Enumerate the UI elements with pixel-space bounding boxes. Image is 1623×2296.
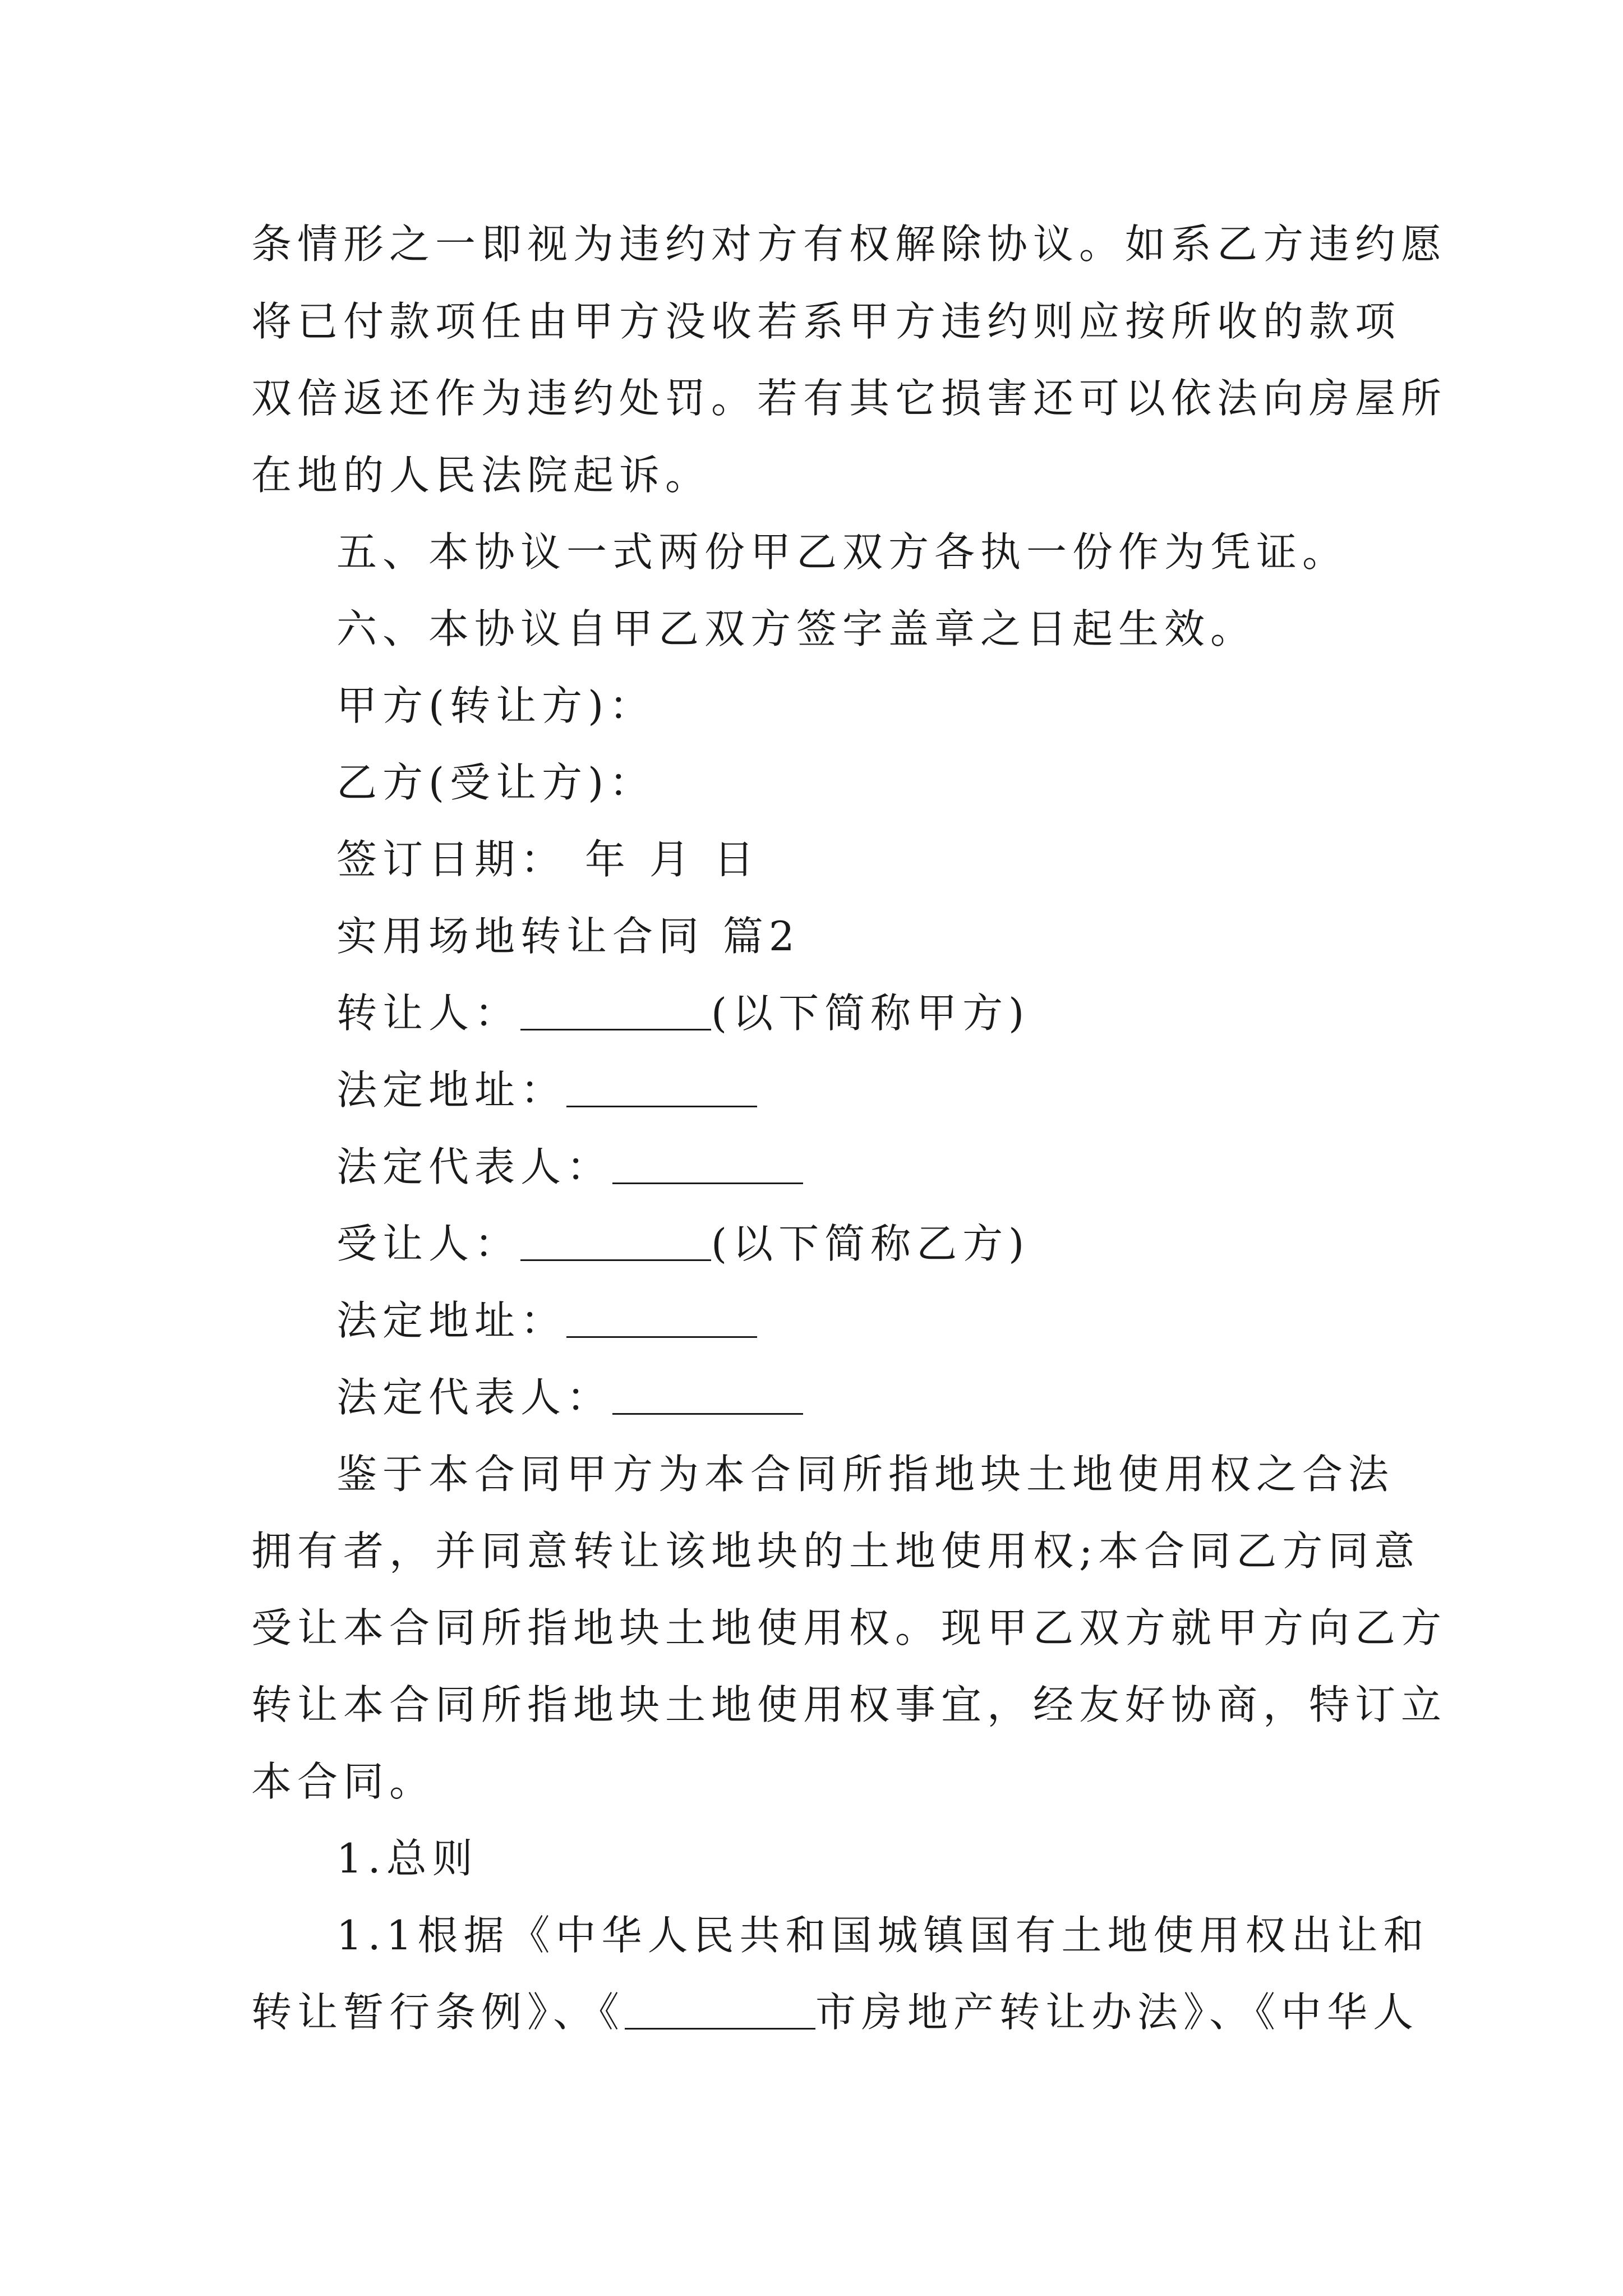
article-text: 市房地产转让办法》、《中华人 [815,1989,1419,2036]
clause-five: 五、本协议一式两份甲乙双方各执一份作为凭证。 [336,528,1349,576]
signing-date: 签订日期： 年 月 日 [336,836,760,883]
transferee-label: 受让人： [336,1220,521,1267]
address-label: 法定地址： [336,1066,567,1114]
transferor-line [336,985,1464,1041]
transferor-alias: (以下简称甲方) [711,990,1030,1037]
representative-label: 法定代表人： [336,1374,613,1421]
paragraph-line: 双倍返还作为违约处罚。若有其它损害还可以依法向房屋所 [251,375,1447,422]
address-blank [566,1296,757,1338]
article-text: 转让暂行条例》、《 [251,1989,625,2036]
transferee-line [336,1216,1464,1272]
transferee-representative-line [336,1369,1464,1425]
clause-six: 六、本协议自甲乙双方签字盖章之日起生效。 [336,605,1257,652]
party-a-signature-label: 甲方(转让方)： [336,682,656,729]
paragraph-line: 将已付款项任由甲方没收若系甲方违约则应按所收的款项 [251,298,1401,345]
recital-line: 转让本合同所指地块土地使用权事宜，经友好协商，特订立 [251,1681,1447,1728]
representative-label: 法定代表人： [336,1143,613,1190]
general-provisions-heading: 1.总则 [336,1835,478,1882]
paragraph-line: 条情形之一即视为违约对方有权解除协议。如系乙方违约愿 [251,220,1447,268]
address-blank [566,1065,757,1107]
transferee-alias: (以下简称乙方) [711,1220,1030,1267]
representative-blank [612,1373,803,1415]
transferor-label: 转让人： [336,990,521,1037]
transferor-blank [520,988,711,1030]
section-title: 实用场地转让合同 篇2 [336,913,800,960]
article-line: 1.1根据《中华人民共和国城镇国有土地使用权出让和 [336,1912,1430,1959]
article-line [251,1984,1419,2040]
recital-line: 受让本合同所指地块土地使用权。现甲乙双方就甲方向乙方 [251,1604,1447,1651]
transferee-address-line [336,1292,1464,1349]
recital-line: 本合同。 [251,1758,436,1805]
transferor-address-line [336,1062,1464,1118]
recital-line: 拥有者，并同意转让该地块的土地使用权;本合同乙方同意 [251,1527,1421,1575]
city-blank [625,1987,815,2030]
transferee-blank [520,1219,711,1261]
address-label: 法定地址： [336,1297,567,1344]
paragraph-line: 在地的人民法院起诉。 [251,452,712,499]
transferor-representative-line [336,1139,1464,1195]
representative-blank [612,1142,803,1184]
party-b-signature-label: 乙方(受让方)： [336,759,656,806]
recital-line: 鉴于本合同甲方为本合同所指地块土地使用权之合法 [336,1451,1395,1498]
